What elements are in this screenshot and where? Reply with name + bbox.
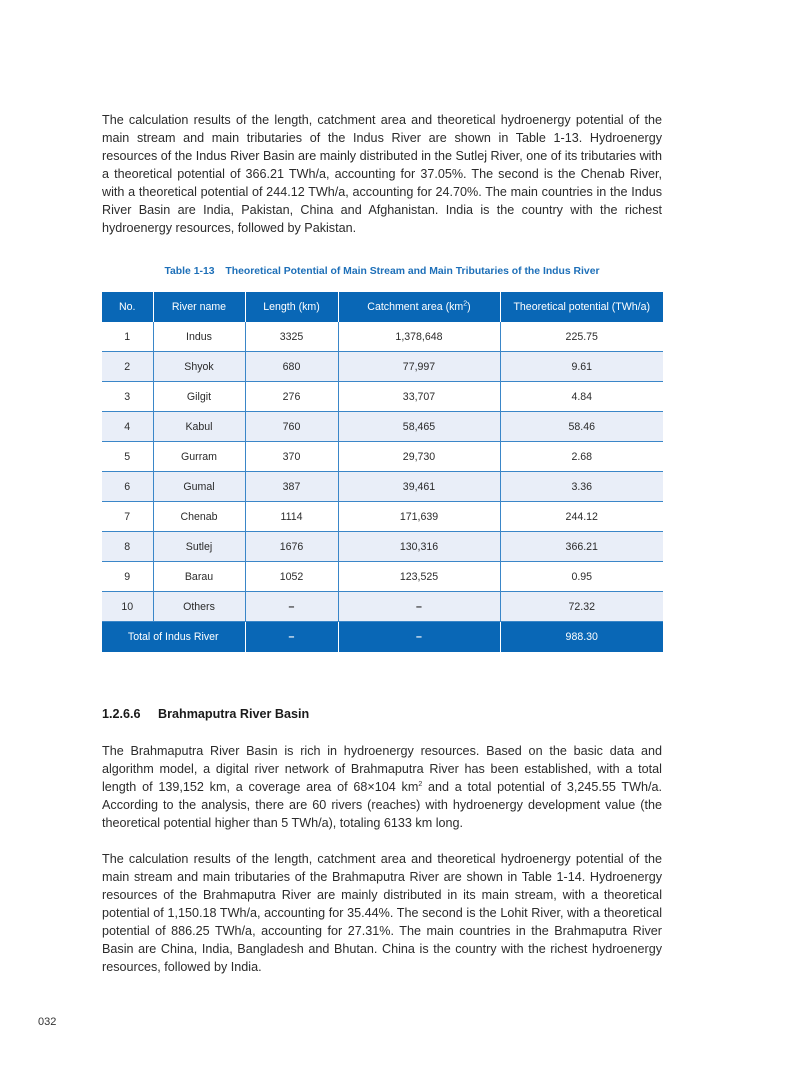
cell-area: – <box>338 592 500 622</box>
section-number: 1.2.6.6 <box>102 707 141 721</box>
cell-river-name: Chenab <box>153 502 245 532</box>
table-row <box>102 592 663 622</box>
table-caption-number: Table 1-13 <box>164 266 215 277</box>
cell-river-name: Indus <box>153 322 245 352</box>
cell-length: 3325 <box>245 322 338 352</box>
cell-river-name: Shyok <box>153 352 245 382</box>
cell-river-name: Others <box>153 592 245 622</box>
cell-no: 6 <box>102 472 153 502</box>
cell-potential: 225.75 <box>500 322 663 352</box>
cell-length: 387 <box>245 472 338 502</box>
catchment-header-sup: 2 <box>463 300 468 308</box>
table-row <box>102 442 663 472</box>
cell-river-name: Gilgit <box>153 382 245 412</box>
brahmaputra-results-paragraph: The calculation results of the length, catchment area and theoretical hydroenergy potential of the main stream and main tributaries of the Brahmaputra River are shown in Table 1-14. Hydroenergy resources of the Brahmaputra River are mainly distributed in its main stream, with a theoretical potential of 1,150.18 TWh/a, accounting for 35.44%. The second is the Lohit River, with a theoretical potential of 886.25 TWh/a, accounting for 27.31%. The main countries in the Brahmaputra River Basin are China, India, Bangladesh and Bhutan. China is the country with the richest hydroenergy resources, followed by India. <box>102 852 662 974</box>
table-total-row <box>102 622 663 653</box>
total-length: – <box>245 622 338 653</box>
cell-river-name: Barau <box>153 562 245 592</box>
cell-river-name: Sutlej <box>153 532 245 562</box>
cell-length: 370 <box>245 442 338 472</box>
cell-potential: 366.21 <box>500 532 663 562</box>
table-row <box>102 412 663 442</box>
cell-river-name: Gumal <box>153 472 245 502</box>
cell-potential: 244.12 <box>500 502 663 532</box>
cell-length: 1114 <box>245 502 338 532</box>
cell-area: 171,639 <box>338 502 500 532</box>
cell-potential: 4.84 <box>500 382 663 412</box>
total-potential: 988.30 <box>500 622 663 653</box>
cell-area: 39,461 <box>338 472 500 502</box>
catchment-header-suffix: ) <box>467 301 471 313</box>
cell-potential: 3.36 <box>500 472 663 502</box>
total-area: – <box>338 622 500 653</box>
table-row <box>102 382 663 412</box>
table-row <box>102 472 663 502</box>
table-row <box>102 502 663 532</box>
cell-potential: 9.61 <box>500 352 663 382</box>
cell-length: 1052 <box>245 562 338 592</box>
cell-no: 8 <box>102 532 153 562</box>
cell-length: 276 <box>245 382 338 412</box>
cell-area: 58,465 <box>338 412 500 442</box>
table-row <box>102 532 663 562</box>
indus-potential-table <box>102 292 663 652</box>
cell-length: 1676 <box>245 532 338 562</box>
catchment-header-text: Catchment area (km <box>367 301 464 313</box>
cell-potential: 58.46 <box>500 412 663 442</box>
cell-no: 7 <box>102 502 153 532</box>
cell-river-name: Kabul <box>153 412 245 442</box>
table-caption <box>102 266 662 277</box>
cell-area: 130,316 <box>338 532 500 562</box>
cell-river-name: Gurram <box>153 442 245 472</box>
cell-no: 5 <box>102 442 153 472</box>
brahmaputra-intro-paragraph <box>102 742 662 832</box>
col-header-no: No. <box>102 292 153 322</box>
intro-paragraph: The calculation results of the length, catchment area and theoretical hydroenergy potential of the main stream and main tributaries of the Indus River are shown in Table 1-13. Hydroenergy resources of the Indus River Basin are mainly distributed in the Sutlej River, one of its tributaries with a theoretical potential of 366.21 TWh/a, accounting for 37.05%. The second is the Chenab River, with a theoretical potential of 244.12 TWh/a, accounting for 24.70%. The main countries in the Indus River Basin are India, Pakistan, China and Afghanistan. India is the country with the richest hydroenergy resources, followed by Pakistan. <box>102 113 662 235</box>
table-row <box>102 352 663 382</box>
cell-length: 680 <box>245 352 338 382</box>
cell-length: 760 <box>245 412 338 442</box>
paragraph-2-text-a: The Brahmaputra River Basin is rich in hydroenergy resources. Based on the basic data and algorithm model, a digital river network of Brahmaputra River has been established, with a total length of 139,152 km, a coverage area of 68×104 km <box>102 744 662 794</box>
table-caption-title: Theoretical Potential of Main Stream and Main Tributaries of the Indus River <box>225 266 600 277</box>
cell-potential: 72.32 <box>500 592 663 622</box>
cell-potential: 2.68 <box>500 442 663 472</box>
section-heading <box>102 707 309 721</box>
table-row <box>102 562 663 592</box>
cell-area: 29,730 <box>338 442 500 472</box>
cell-length: – <box>245 592 338 622</box>
cell-no: 1 <box>102 322 153 352</box>
cell-area: 1,378,648 <box>338 322 500 352</box>
cell-potential: 0.95 <box>500 562 663 592</box>
col-header-river-name: River name <box>153 292 245 322</box>
cell-no: 10 <box>102 592 153 622</box>
paragraph-2-superscript: 2 <box>418 780 423 788</box>
cell-area: 33,707 <box>338 382 500 412</box>
paragraph-2-text-b: and a total potential of 3,245.55 TWh/a. According to the analysis, there are 60 rivers (reaches) with hydroenergy development value (the theoretical potential higher than 5 TWh/a), totaling 6133 km long. <box>102 780 662 830</box>
cell-area: 123,525 <box>338 562 500 592</box>
cell-no: 9 <box>102 562 153 592</box>
cell-area: 77,997 <box>338 352 500 382</box>
cell-no: 3 <box>102 382 153 412</box>
section-title: Brahmaputra River Basin <box>158 707 310 721</box>
table-row <box>102 322 663 352</box>
table-header-row <box>102 292 663 322</box>
col-header-potential: Theoretical potential (TWh/a) <box>500 292 663 322</box>
total-label: Total of Indus River <box>102 622 245 653</box>
cell-no: 4 <box>102 412 153 442</box>
cell-no: 2 <box>102 352 153 382</box>
col-header-catchment-area <box>338 292 500 322</box>
page-number: 032 <box>38 1016 57 1028</box>
col-header-length: Length (km) <box>245 292 338 322</box>
